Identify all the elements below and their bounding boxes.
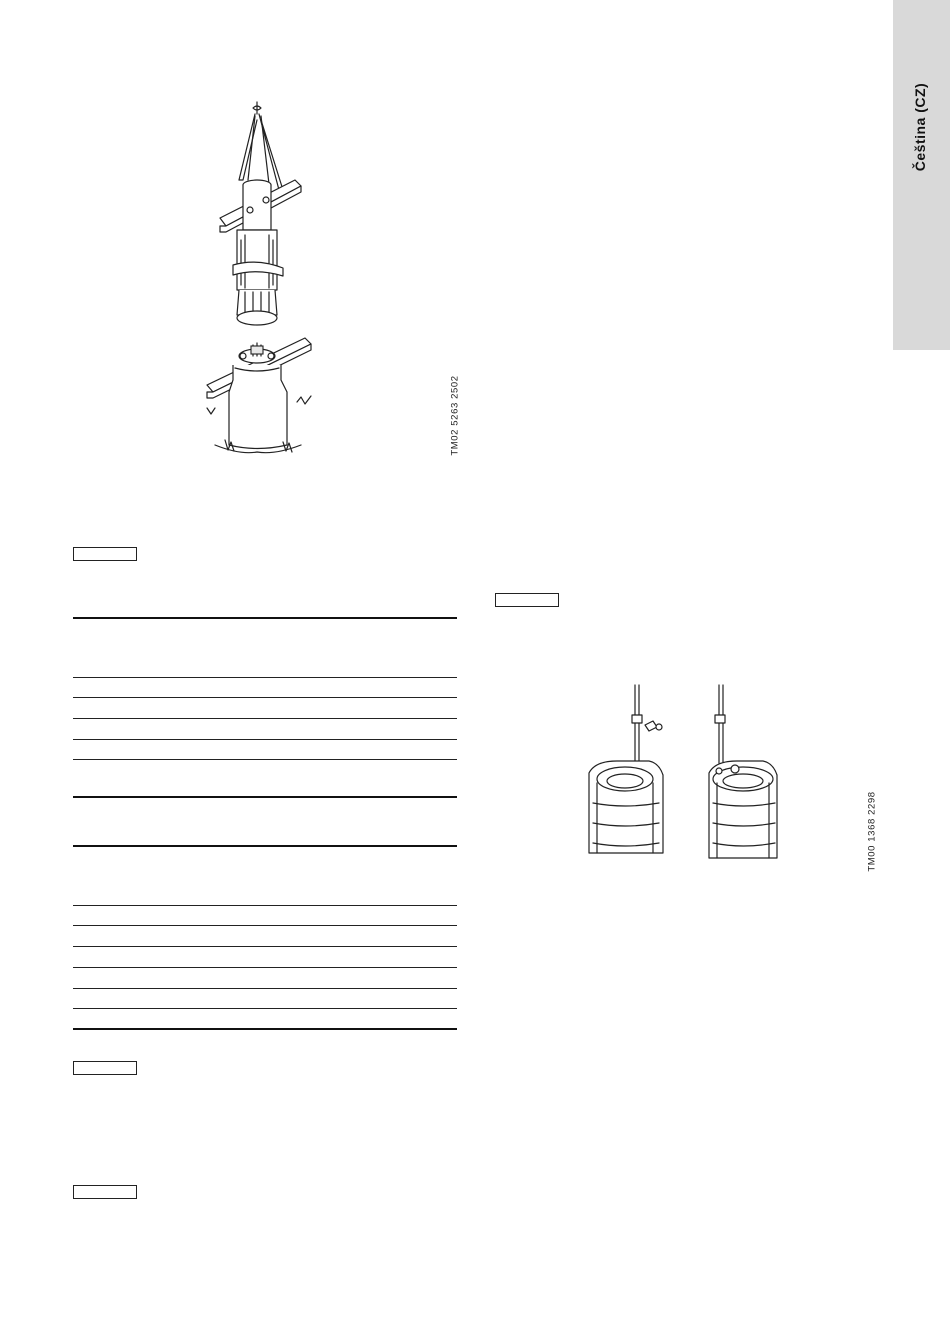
figure-1-code: TM02 5263 2502 <box>449 375 461 456</box>
table-1-rule <box>73 718 457 719</box>
language-tab-label: Čeština (CZ) <box>912 82 929 172</box>
table-1-rule <box>73 677 457 678</box>
table-2-rule <box>73 1008 457 1009</box>
table-1-rule <box>73 739 457 740</box>
table-2-rule <box>73 925 457 926</box>
table-1-rule <box>73 697 457 698</box>
language-tab[interactable] <box>893 0 950 350</box>
table-1-rule <box>73 759 457 760</box>
table-1-top-rule <box>73 617 457 619</box>
figure-2-code: TM00 1368 2298 <box>866 791 878 872</box>
note-box <box>73 1061 137 1075</box>
table-2-rule <box>73 905 457 906</box>
note-box <box>73 1185 137 1199</box>
table-2-rule <box>73 967 457 968</box>
table-2-bottom-rule <box>73 1028 457 1030</box>
table-2-rule <box>73 988 457 989</box>
cable-guard-illustration <box>585 683 785 873</box>
pump-lifting-illustration <box>195 100 325 460</box>
table-1-bottom-rule <box>73 796 457 798</box>
note-box <box>73 547 137 561</box>
table-2-top-rule <box>73 845 457 847</box>
table-2-rule <box>73 946 457 947</box>
note-box <box>495 593 559 607</box>
language-tab-label-wrap <box>905 72 935 182</box>
